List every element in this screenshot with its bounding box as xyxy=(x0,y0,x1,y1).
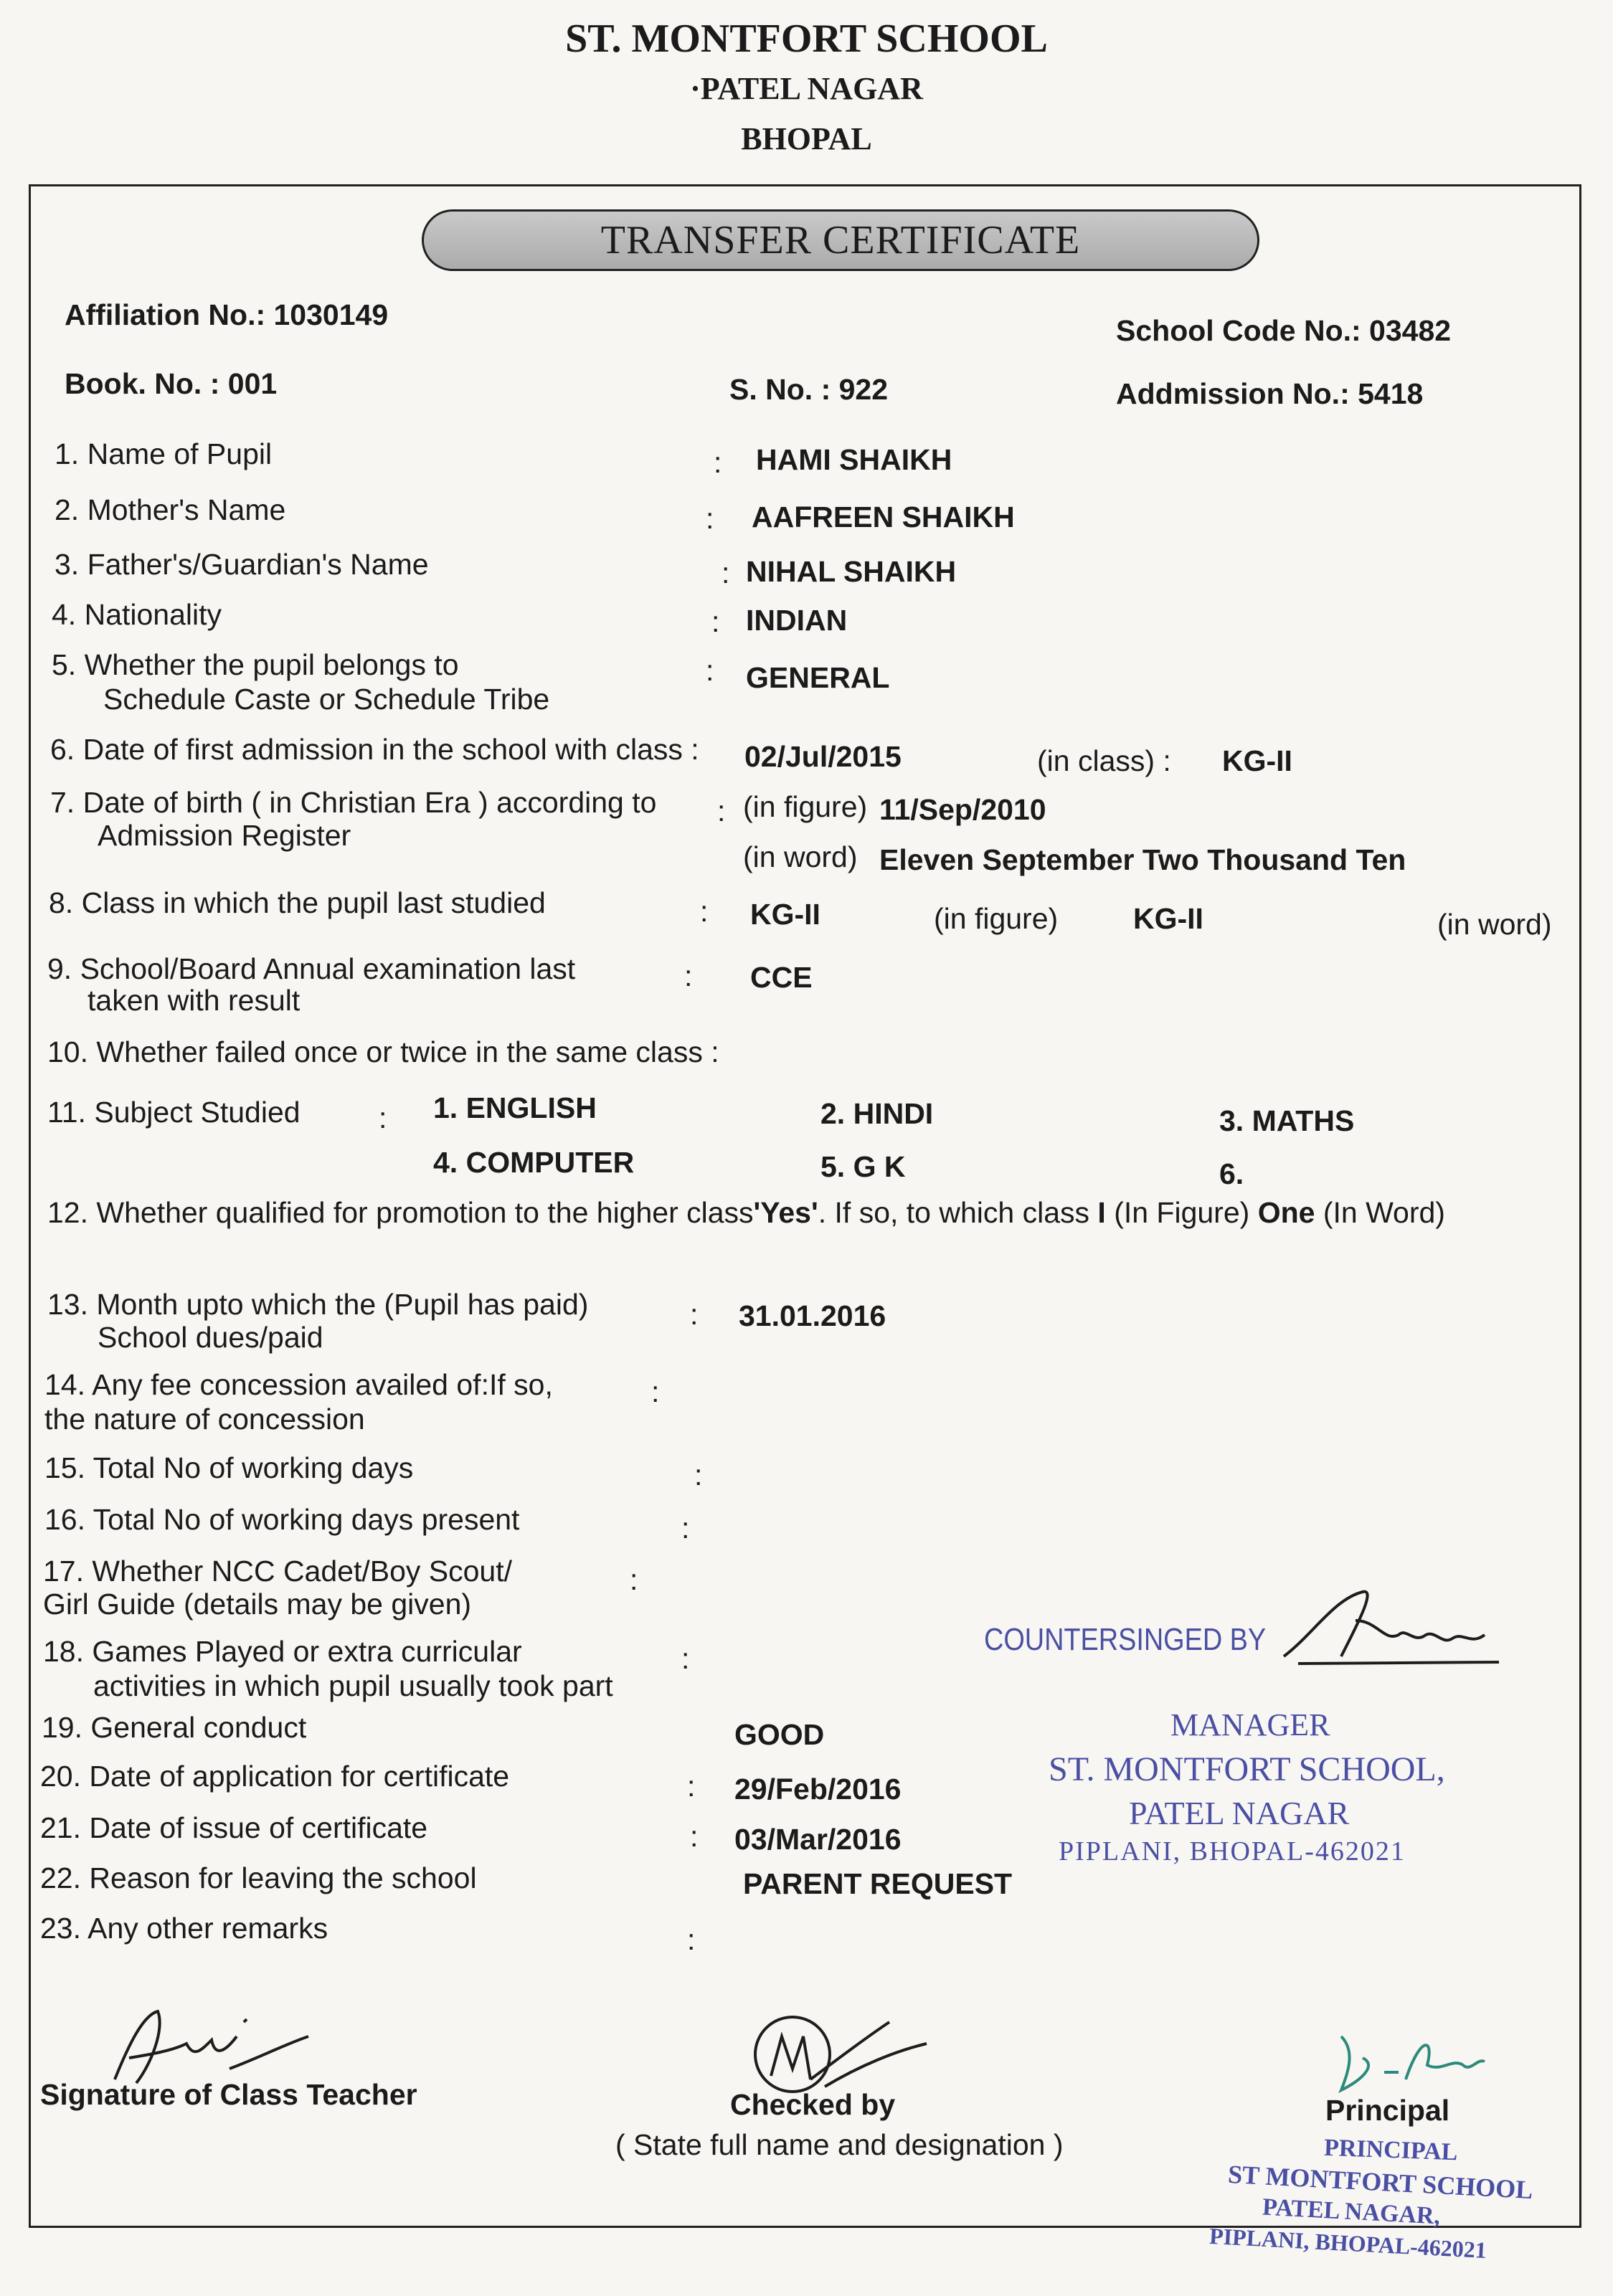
row-8-value-2: KG-II xyxy=(1133,902,1203,935)
row-14-label-line2: the nature of concession xyxy=(44,1403,365,1436)
manager-stamp-line2: ST. MONTFORT SCHOOL, xyxy=(1049,1750,1445,1788)
school-locality: ·PATEL NAGAR xyxy=(690,71,923,106)
row-21-value: 03/Mar/2016 xyxy=(734,1823,902,1856)
row-12-word-label: (In Word) xyxy=(1315,1196,1445,1229)
certificate-title-banner xyxy=(422,209,1259,271)
row-12-yes: 'Yes' xyxy=(753,1196,818,1229)
row-9-label-line2: taken with result xyxy=(87,984,301,1017)
row-2-label: 2. Mother's Name xyxy=(55,493,286,526)
row-12-text xyxy=(47,1196,1445,1230)
row-20-colon: : xyxy=(687,1770,696,1803)
manager-stamp-line3: PATEL NAGAR xyxy=(1129,1795,1350,1831)
row-3-label: 3. Father's/Guardian's Name xyxy=(55,548,429,581)
row-19-value: GOOD xyxy=(734,1718,825,1751)
row-7-word-label: (in word) xyxy=(743,840,858,873)
principal-stamp-line3: PATEL NAGAR, xyxy=(1262,2193,1441,2230)
row-2-colon: : xyxy=(706,502,714,535)
row-5-label-line2: Schedule Caste or Schedule Tribe xyxy=(103,683,550,716)
row-1-value: HAMI SHAIKH xyxy=(756,443,952,476)
row-18-colon: : xyxy=(681,1642,690,1675)
row-8-figure-label: (in figure) xyxy=(934,902,1059,935)
row-4-colon: : xyxy=(711,605,720,638)
affiliation-no: Affiliation No.: 1030149 xyxy=(65,298,389,331)
row-23-colon: : xyxy=(687,1923,696,1956)
row-22-label: 22. Reason for leaving the school xyxy=(40,1861,477,1894)
row-3-colon: : xyxy=(722,556,730,589)
manager-stamp-line4: PIPLANI, BHOPAL-462021 xyxy=(1059,1836,1406,1866)
row-17-label-line2: Girl Guide (details may be given) xyxy=(43,1588,472,1621)
row-23-label: 23. Any other remarks xyxy=(40,1912,328,1945)
row-20-value: 29/Feb/2016 xyxy=(734,1773,902,1806)
row-12-text-a: 12. Whether qualified for promotion to the higher class xyxy=(47,1196,754,1229)
principal-label: Principal xyxy=(1325,2094,1450,2127)
row-17-label-line1: 17. Whether NCC Cadet/Boy Scout/ xyxy=(43,1555,513,1588)
principal-stamp-line2: ST MONTFORT SCHOOL xyxy=(1227,2159,1534,2205)
row-18-label-line2: activities in which pupil usually took part xyxy=(93,1669,613,1702)
row-4-value: INDIAN xyxy=(746,604,848,637)
checked-by-label: Checked by xyxy=(730,2088,896,2121)
subject-5: 5. G K xyxy=(820,1150,906,1183)
serial-no: S. No. : 922 xyxy=(729,373,889,406)
row-14-label-line1: 14. Any fee concession availed of:If so, xyxy=(44,1368,553,1401)
school-name: ST. MONTFORT SCHOOL xyxy=(565,16,1048,61)
row-1-label: 1. Name of Pupil xyxy=(55,437,273,470)
row-7-figure-value: 11/Sep/2010 xyxy=(879,793,1046,826)
countersigned-by-stamp: COUNTERSINGED BY xyxy=(984,1622,1267,1657)
admission-no: Addmission No.: 5418 xyxy=(1116,377,1424,410)
subject-3: 3. MATHS xyxy=(1219,1104,1355,1137)
certificate-title: TRANSFER CERTIFICATE xyxy=(600,218,1081,262)
row-15-colon: : xyxy=(694,1458,703,1491)
row-12-text-b: . If so, to which class xyxy=(818,1196,1098,1229)
row-7-colon: : xyxy=(717,794,726,827)
row-21-label: 21. Date of issue of certificate xyxy=(40,1811,428,1844)
row-2-value: AAFREEN SHAIKH xyxy=(752,501,1015,533)
row-7-label-line2: Admission Register xyxy=(98,819,351,852)
row-11-label: 11. Subject Studied xyxy=(47,1096,301,1129)
row-5-colon: : xyxy=(706,654,714,687)
row-8-colon: : xyxy=(700,895,709,928)
row-21-colon: : xyxy=(690,1820,699,1853)
row-4-label: 4. Nationality xyxy=(52,598,222,631)
subject-6: 6. xyxy=(1219,1157,1244,1190)
manager-signature xyxy=(1269,1578,1506,1678)
row-11-colon: : xyxy=(379,1101,387,1134)
row-5-value: GENERAL xyxy=(746,661,890,694)
row-18-label-line1: 18. Games Played or extra curricular xyxy=(43,1635,522,1668)
subject-1: 1. ENGLISH xyxy=(433,1091,597,1124)
class-teacher-label: Signature of Class Teacher xyxy=(40,2078,417,2111)
row-7-figure-label: (in figure) xyxy=(743,790,868,823)
row-5-label-line1: 5. Whether the pupil belongs to xyxy=(52,648,459,681)
subject-2: 2. HINDI xyxy=(820,1097,934,1130)
row-13-label-line2: School dues/paid xyxy=(98,1321,323,1354)
book-no: Book. No. : 001 xyxy=(65,367,278,400)
row-7-word-value: Eleven September Two Thousand Ten xyxy=(879,843,1406,876)
row-13-colon: : xyxy=(690,1298,699,1331)
row-14-colon: : xyxy=(651,1375,660,1408)
row-13-label-line1: 13. Month upto which the (Pupil has paid) xyxy=(47,1288,589,1321)
manager-stamp-line1: MANAGER xyxy=(1170,1707,1330,1742)
row-20-label: 20. Date of application for certificate xyxy=(40,1760,510,1793)
row-12-word-value: One xyxy=(1257,1196,1315,1229)
row-12-figure-label: (In Figure) xyxy=(1105,1196,1258,1229)
row-10-label: 10. Whether failed once or twice in the same class : xyxy=(47,1035,719,1068)
row-8-value: KG-II xyxy=(750,898,820,931)
row-8-word-label: (in word) xyxy=(1437,908,1552,941)
row-17-colon: : xyxy=(630,1563,638,1596)
row-15-label: 15. Total No of working days xyxy=(44,1451,414,1484)
row-16-label: 16. Total No of working days present xyxy=(44,1503,520,1536)
row-16-colon: : xyxy=(681,1512,690,1545)
row-3-value: NIHAL SHAIKH xyxy=(746,555,957,588)
principal-stamp-line4: PIPLANI, BHOPAL-462021 xyxy=(1208,2222,1487,2264)
row-6-class-value: KG-II xyxy=(1222,744,1292,777)
principal-signature xyxy=(1320,2022,1492,2101)
row-6-class-label: (in class) : xyxy=(1037,744,1171,777)
row-13-value: 31.01.2016 xyxy=(739,1299,886,1332)
school-code-no: School Code No.: 03482 xyxy=(1116,314,1452,347)
row-12-figure-value: I xyxy=(1097,1196,1106,1229)
checked-by-note: ( State full name and designation ) xyxy=(615,2128,1064,2161)
row-19-label: 19. General conduct xyxy=(42,1711,307,1744)
row-8-label: 8. Class in which the pupil last studied xyxy=(49,886,546,919)
row-6-label: 6. Date of first admission in the school with class : xyxy=(50,733,699,766)
row-22-value: PARENT REQUEST xyxy=(743,1867,1013,1900)
row-9-label-line1: 9. School/Board Annual examination last xyxy=(47,952,576,985)
row-9-colon: : xyxy=(684,959,693,992)
subject-4: 4. COMPUTER xyxy=(433,1146,635,1179)
row-9-value: CCE xyxy=(750,961,813,994)
school-city: BHOPAL xyxy=(741,121,872,156)
row-7-label-line1: 7. Date of birth ( in Christian Era ) according to xyxy=(50,786,657,819)
row-1-colon: : xyxy=(714,446,722,479)
row-6-value: 02/Jul/2015 xyxy=(744,740,902,773)
principal-stamp-line1: PRINCIPAL xyxy=(1323,2134,1458,2166)
